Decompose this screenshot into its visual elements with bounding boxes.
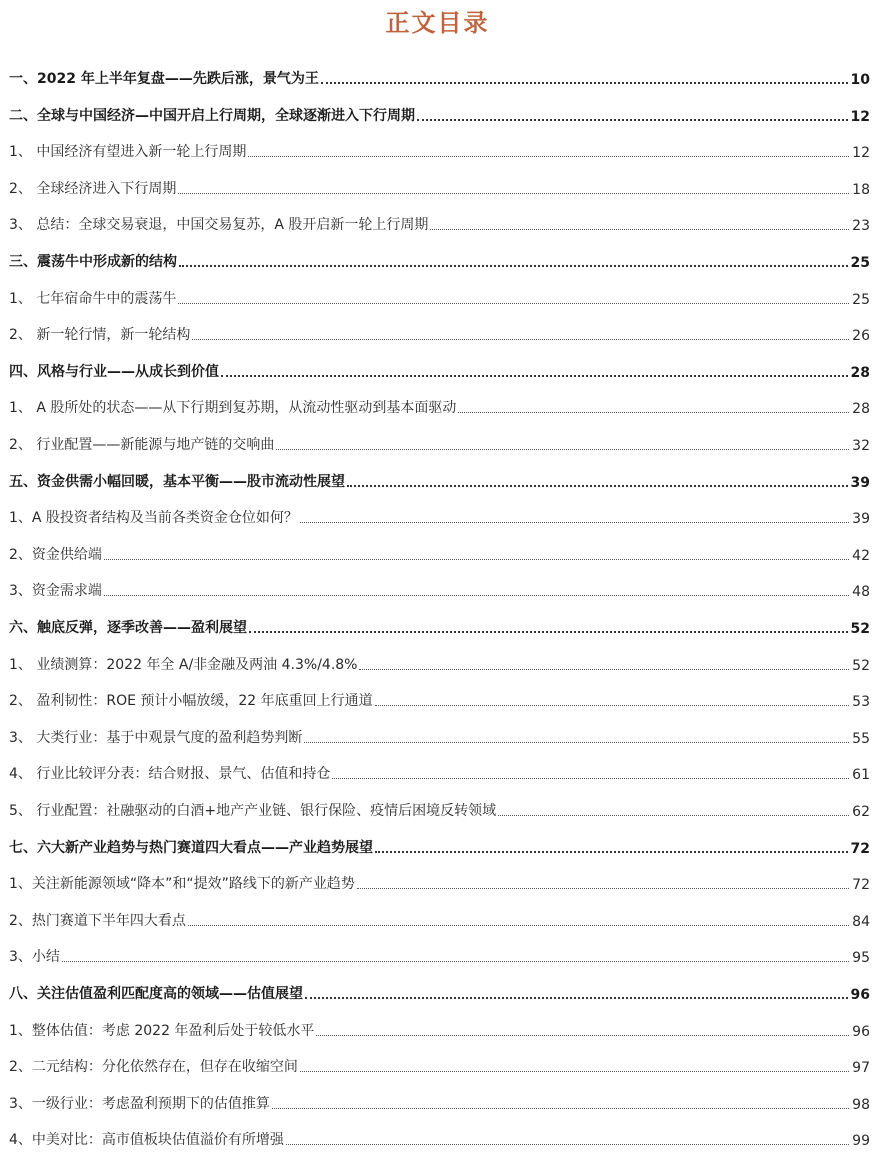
toc-entry-label: 一、2022 年上半年复盘——先跌后涨，景气为王: [9, 71, 319, 87]
toc-subsection-entry[interactable]: [9, 432, 870, 454]
toc-page-number: 25: [850, 255, 870, 271]
toc-page-number: 62: [852, 804, 870, 820]
toc-page-number: 52: [852, 658, 870, 674]
toc-entry-label: 1、关注新能源领域“降本”和“提效”路线下的新产业趋势: [9, 876, 355, 892]
toc-page-number: 99: [852, 1133, 870, 1149]
dot-leader: [304, 742, 849, 743]
toc-entry-label: 2、 新一轮行情，新一轮结构: [9, 327, 191, 343]
toc-subsection-entry[interactable]: [9, 761, 870, 783]
dot-leader: [276, 449, 849, 450]
toc-page-number: 12: [850, 109, 870, 125]
toc-page-number: 18: [852, 182, 870, 198]
toc-page-number: 39: [852, 511, 870, 527]
toc-page-number: 39: [850, 475, 870, 491]
toc-entry-label: 六、触底反弹，逐季改善——盈利展望: [9, 620, 247, 636]
toc-entry-label: 1、 七年宿命牛中的震荡牛: [9, 291, 177, 307]
toc-entry-label: 五、资金供需小幅回暖，基本平衡——股市流动性展望: [9, 474, 345, 490]
dot-leader: [178, 193, 849, 194]
toc-page-number: 53: [852, 694, 870, 710]
toc-subsection-entry[interactable]: [9, 944, 870, 966]
toc-subsection-entry[interactable]: [9, 871, 870, 893]
toc-page-number: 48: [852, 584, 870, 600]
toc-entry-label: 1、 A 股所处的状态——从下行期到复苏期，从流动性驱动到基本面驱动: [9, 400, 457, 416]
toc-entry-label: 1、A 股投资者结构及当前各类资金仓位如何？: [9, 510, 298, 526]
toc-entry-label: 七、六大新产业趋势与热门赛道四大看点——产业趋势展望: [9, 840, 373, 856]
toc-subsection-entry[interactable]: [9, 578, 870, 600]
dot-leader: [221, 375, 848, 377]
dot-leader: [300, 522, 849, 523]
toc-entry-label: 4、 行业比较评分表：结合财报、景气、估值和持仓: [9, 766, 331, 782]
toc-entry-label: 2、二元结构：分化依然存在，但存在收缩空间: [9, 1059, 298, 1075]
toc-entry-label: 2、资金供给端: [9, 547, 102, 563]
toc-page-number: 55: [852, 731, 870, 747]
toc-subsection-entry[interactable]: [9, 798, 870, 820]
toc-section-entry[interactable]: [9, 981, 870, 1003]
toc-entry-label: 二、全球与中国经济—中国开启上行周期，全球逐渐进入下行周期: [9, 108, 415, 124]
dot-leader: [248, 156, 849, 157]
toc-page-number: 28: [850, 365, 870, 381]
dot-leader: [357, 888, 849, 889]
dot-leader: [179, 265, 848, 267]
toc-subsection-entry[interactable]: [9, 1054, 870, 1076]
dot-leader: [104, 595, 849, 596]
toc-page-number: 23: [852, 218, 870, 234]
toc-subsection-entry[interactable]: [9, 652, 870, 674]
toc-entry-label: 四、风格与行业——从成长到价值: [9, 364, 219, 380]
toc-entry-label: 3、小结: [9, 949, 60, 965]
toc-page-number: 32: [852, 438, 870, 454]
toc-subsection-entry[interactable]: [9, 542, 870, 564]
dot-leader: [104, 559, 849, 560]
toc-entry-label: 3、 总结：全球交易衰退，中国交易复苏，A 股开启新一轮上行周期: [9, 217, 429, 233]
dot-leader: [458, 412, 849, 413]
toc-subsection-entry[interactable]: [9, 212, 870, 234]
toc-entry-label: 5、 行业配置：社融驱动的白酒+地产产业链、银行保险、疫情后困境反转领域: [9, 803, 497, 819]
toc-subsection-entry[interactable]: [9, 322, 870, 344]
toc-subsection-entry[interactable]: [9, 176, 870, 198]
toc-page-number: 72: [852, 877, 870, 893]
toc-section-entry[interactable]: [9, 469, 870, 491]
toc-subsection-entry[interactable]: [9, 286, 870, 308]
dot-leader: [430, 229, 849, 230]
toc-section-entry[interactable]: [9, 615, 870, 637]
dot-leader: [192, 339, 849, 340]
dot-leader: [375, 705, 850, 706]
toc-page-number: 10: [850, 72, 870, 88]
dot-leader: [249, 631, 848, 633]
dot-leader: [375, 851, 848, 853]
toc-entry-label: 2、 盈利韧性：ROE 预计小幅放缓，22 年底重回上行通道: [9, 693, 373, 709]
toc-subsection-entry[interactable]: [9, 1127, 870, 1149]
toc-entry-label: 八、关注估值盈利匹配度高的领域——估值展望: [9, 986, 303, 1002]
dot-leader: [347, 485, 848, 487]
dot-leader: [286, 1144, 849, 1145]
toc-entry-label: 2、 全球经济进入下行周期: [9, 181, 177, 197]
toc-subsection-entry[interactable]: [9, 505, 870, 527]
toc-subsection-entry[interactable]: [9, 395, 870, 417]
dot-leader: [188, 925, 849, 926]
toc-page-number: 84: [852, 914, 870, 930]
dot-leader: [332, 778, 849, 779]
toc-page-number: 96: [852, 1024, 870, 1040]
dot-leader: [321, 82, 848, 84]
dot-leader: [300, 1071, 849, 1072]
page-title: 正文目录: [385, 9, 490, 37]
dot-leader: [498, 815, 849, 816]
toc-page-number: 42: [852, 548, 870, 564]
dot-leader: [359, 669, 849, 670]
dot-leader: [272, 1108, 849, 1109]
toc-subsection-entry[interactable]: [9, 725, 870, 747]
toc-page-number: 52: [850, 621, 870, 637]
toc-entry-label: 3、资金需求端: [9, 583, 102, 599]
toc-subsection-entry[interactable]: [9, 908, 870, 930]
toc-subsection-entry[interactable]: [9, 1091, 870, 1113]
toc-page-number: 28: [852, 401, 870, 417]
toc-entry-label: 1、 中国经济有望进入新一轮上行周期: [9, 144, 247, 160]
dot-leader: [305, 997, 848, 999]
toc-entry-label: 1、整体估值：考虑 2022 年盈利后处于较低水平: [9, 1023, 315, 1039]
toc-entry-label: 3、 大类行业：基于中观景气度的盈利趋势判断: [9, 730, 303, 746]
toc-section-entry[interactable]: [9, 249, 870, 271]
toc-entry-label: 2、 行业配置——新能源与地产链的交响曲: [9, 437, 275, 453]
toc-page-number: 98: [852, 1097, 870, 1113]
toc-section-entry[interactable]: [9, 103, 870, 125]
dot-leader: [178, 303, 849, 304]
toc-section-entry[interactable]: [9, 359, 870, 381]
toc-entry-label: 3、一级行业：考虑盈利预期下的估值推算: [9, 1096, 270, 1112]
toc-page-number: 12: [852, 145, 870, 161]
toc-page-number: 61: [852, 767, 870, 783]
toc-page-number: 25: [852, 292, 870, 308]
toc-page-number: 95: [852, 950, 870, 966]
toc-page-number: 96: [850, 987, 870, 1003]
toc-subsection-entry[interactable]: [9, 139, 870, 161]
toc-page-number: 26: [852, 328, 870, 344]
toc-subsection-entry[interactable]: [9, 1018, 870, 1040]
toc-subsection-entry[interactable]: [9, 688, 870, 710]
toc-section-entry[interactable]: [9, 835, 870, 857]
toc-section-entry[interactable]: [9, 66, 870, 88]
dot-leader: [417, 119, 848, 121]
toc-entry-label: 2、热门赛道下半年四大看点: [9, 913, 186, 929]
toc-entry-label: 三、震荡牛中形成新的结构: [9, 254, 177, 270]
toc-entry-label: 1、 业绩测算：2022 年全 A/非金融及两油 4.3%/4.8%: [9, 657, 358, 673]
toc-entry-label: 4、中美对比：高市值板块估值溢价有所增强: [9, 1132, 284, 1148]
toc-page-number: 97: [852, 1060, 870, 1076]
toc-page-number: 72: [850, 841, 870, 857]
dot-leader: [316, 1035, 849, 1036]
dot-leader: [62, 961, 849, 962]
